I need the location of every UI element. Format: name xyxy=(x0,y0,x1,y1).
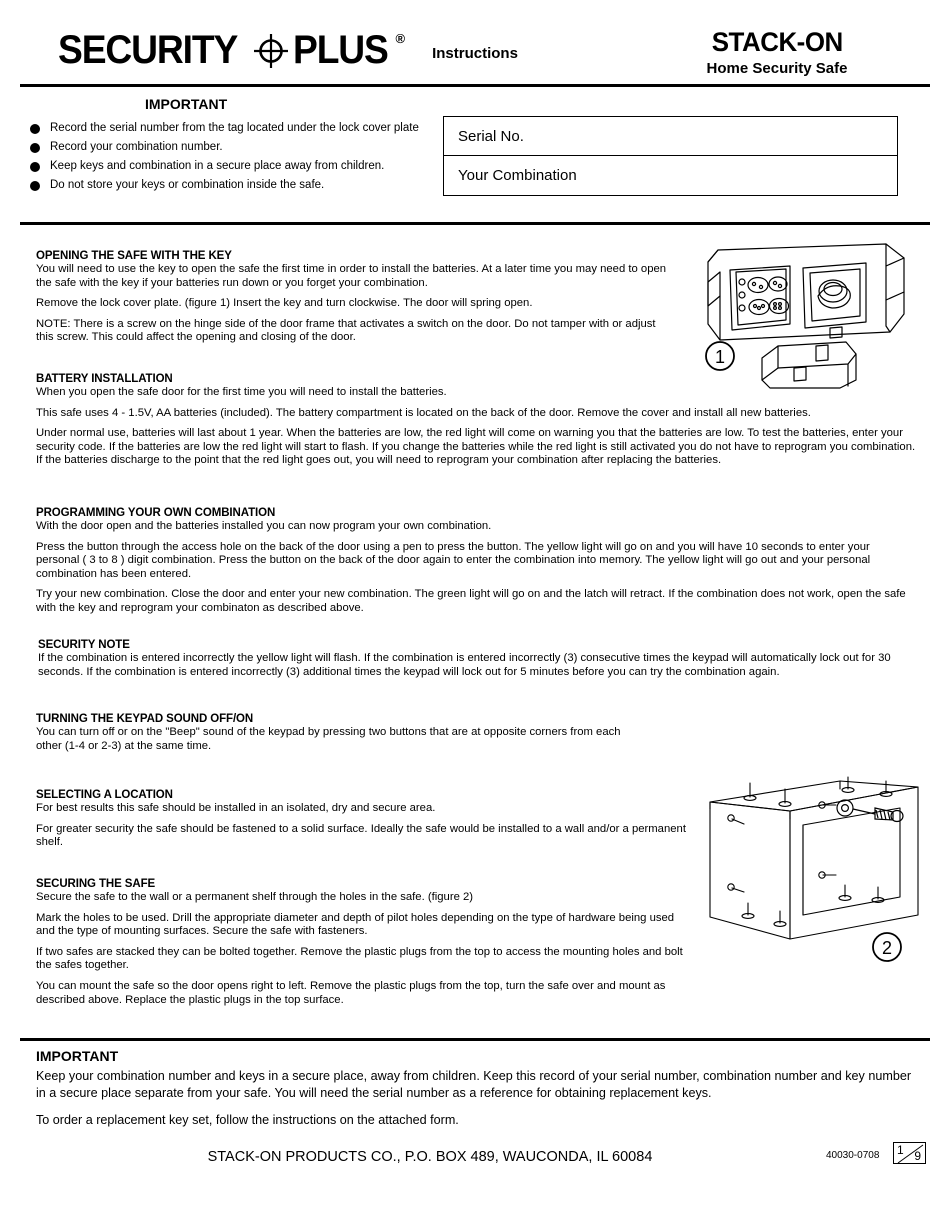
section-paragraph: With the door open and the batteries installed you can now program your own combination. xyxy=(36,520,492,532)
registered-trademark-mark: ® xyxy=(395,30,406,46)
section-paragraph: Press the button through the access hole on the back of the door using a pen to press the button. The yellow light will go on and you will have 10 seconds to enter your personal ( 3 to 8 ) digit combination. Press the button on the back of the door again to enter the combination into memory. The yellow light will go out and your personal combination has been entered. xyxy=(36,540,871,580)
top-block-divider-rule xyxy=(20,222,930,225)
list-item-label: Do not store your keys or combination inside the safe. xyxy=(50,179,325,191)
section-paragraph: NOTE: There is a screw on the hinge side of the door frame that activates a switch on the door. Do not tamper with or adjust this screw. This could affect the opening and closing of the door. xyxy=(36,317,656,344)
page-title: Instructions xyxy=(432,45,518,62)
bullet-dot-icon xyxy=(30,124,40,134)
serial-number-field[interactable] xyxy=(443,116,898,156)
section-paragraph: Mark the holes to be used. Drill the appropriate diameter and depth of pilot holes depending on the type of hardware being used and the type of mounting surfaces. Secure the safe with fasteners. xyxy=(36,911,675,938)
figure-2-safe-mounting-holes xyxy=(690,775,925,975)
record-fields-group xyxy=(443,116,898,196)
figure-2-number: 2 xyxy=(881,938,893,958)
section-selecting-location xyxy=(36,789,686,850)
bullet-dot-icon xyxy=(30,162,40,172)
figure-1-safe-door-keypad xyxy=(690,240,925,390)
section-opening-the-safe xyxy=(36,250,676,345)
your-combination-label: Your Combination xyxy=(458,167,577,184)
page-number-total: 9 xyxy=(914,1149,921,1163)
page-number-current: 1 xyxy=(897,1143,904,1157)
section-heading: PROGRAMMING YOUR OWN COMBINATION xyxy=(36,507,276,519)
section-paragraph: For greater security the safe should be fastened to a solid surface. Ideally the safe would be installed to a wall and/or a permanent shelf. xyxy=(36,822,686,849)
stack-on-logo-block xyxy=(662,28,892,77)
brand-word-plus: PLUS xyxy=(292,28,388,72)
section-heading: BATTERY INSTALLATION xyxy=(36,373,173,385)
section-paragraph: For best results this safe should be installed in an isolated, dry and secure area. xyxy=(36,802,436,814)
section-paragraph: Under normal use, batteries will last about 1 year. When the batteries are low, the red light will come on warning you that the batteries are low. To test the batteries, enter your security code. If the batteries are low the red light will start to flash. If you change the batteries while the red light is still activated you do not have to reprogram you combination. If the batteries discharge to the point that the red light goes out, you will need to reprogram your combination after replacing the batteries. xyxy=(36,427,916,467)
your-combination-field[interactable] xyxy=(443,156,898,196)
section-heading: SECURITY NOTE xyxy=(38,639,130,651)
list-item-label: Keep keys and combination in a secure place away from children. xyxy=(50,160,385,172)
section-paragraph: You can mount the safe so the door opens right to left. Remove the plastic plugs from the top, turn the safe over and mount as described above. Replace the plastic plugs in the top surface. xyxy=(36,979,666,1006)
header-divider-rule xyxy=(20,84,930,87)
list-item-label: Record your combination number. xyxy=(50,141,223,153)
bullet-dot-icon xyxy=(30,181,40,191)
important-bottom-paragraph: To order a replacement key set, follow the instructions on the attached form. xyxy=(36,1113,459,1127)
footer-divider-rule xyxy=(20,1038,930,1041)
section-heading: OPENING THE SAFE WITH THE KEY xyxy=(36,250,232,262)
section-paragraph: You can turn off or on the "Beep" sound of the keypad by pressing two buttons that are at opposite corners from each other (1-4 or 2-3) at the same time. xyxy=(36,726,621,752)
bullet-dot-icon xyxy=(30,143,40,153)
section-programming-combination xyxy=(36,507,916,616)
section-paragraph: If the combination is entered incorrectly the yellow light will flash. If the combination is entered incorrectly (3) consecutive times the keypad will automatically lock out for 30 seconds. If the combination is entered incorrectly (3) additional times the keypad will lock out for 5 minutes before you can try the combination again. xyxy=(38,652,891,678)
stack-on-tagline: Home Security Safe xyxy=(706,60,848,77)
list-item-label: Record the serial number from the tag located under the lock cover plate xyxy=(50,122,419,134)
section-paragraph: Secure the safe to the wall or a permanent shelf through the holes in the safe. (figure 2) xyxy=(36,891,474,903)
stack-on-wordmark: STACK-ON xyxy=(711,27,843,57)
important-bottom-heading: IMPORTANT xyxy=(36,1048,119,1064)
page-header xyxy=(0,0,950,84)
important-notice-top xyxy=(30,96,440,197)
section-heading: TURNING THE KEYPAD SOUND OFF/ON xyxy=(36,713,254,725)
list-item xyxy=(30,178,440,192)
important-bottom-paragraph: Keep your combination number and keys in a secure place, away from children. Keep this record of your serial number, combination number and key number in a secure place separate from your safe. You will need the serial number as a reference for obtaining replacement keys. xyxy=(36,1069,912,1100)
list-item xyxy=(30,140,440,154)
section-heading: SECURING THE SAFE xyxy=(36,878,156,890)
list-item xyxy=(30,121,440,135)
section-battery-installation xyxy=(36,373,916,468)
section-keypad-sound xyxy=(36,713,636,753)
section-paragraph: If two safes are stacked they can be bolted together. Remove the plastic plugs from the top to access the mounting holes and bolt the safes together. xyxy=(36,945,683,972)
brand-word-security: SECURITY xyxy=(58,28,238,72)
section-paragraph: Remove the lock cover plate. (figure 1) Insert the key and turn clockwise. The door will spring open. xyxy=(36,297,533,310)
section-paragraph: Try your new combination. Close the door and enter your new combination. The green light will go on and the latch will retract. If the combination does not work, open the safe with the key and reprogram your combinaton as described above. xyxy=(36,588,906,614)
section-paragraph: You will need to use the key to open the safe the first time in order to install the batteries. At a later time you may need to open the safe with the key if your batteries run down or you forget your combination. xyxy=(36,263,667,289)
company-address-line: STACK-ON PRODUCTS CO., P.O. BOX 489, WAUCONDA, IL 60084 xyxy=(207,1149,653,1165)
page-number-box xyxy=(893,1142,926,1164)
section-heading: SELECTING A LOCATION xyxy=(36,789,173,801)
serial-number-label: Serial No. xyxy=(458,127,524,145)
figure-1-number: 1 xyxy=(714,347,726,367)
section-securing-the-safe xyxy=(36,878,686,1007)
section-paragraph: When you open the safe door for the first time you will need to install the batteries. xyxy=(36,386,447,398)
list-item xyxy=(30,159,440,173)
section-security-note xyxy=(38,639,918,679)
document-code: 40030-0708 xyxy=(826,1150,880,1161)
important-top-heading: IMPORTANT xyxy=(145,96,228,112)
section-paragraph: This safe uses 4 - 1.5V, AA batteries (included). The battery compartment is located on the back of the door. Remove the cover and install all new batteries. xyxy=(36,406,811,419)
important-notice-bottom xyxy=(36,1048,916,1140)
